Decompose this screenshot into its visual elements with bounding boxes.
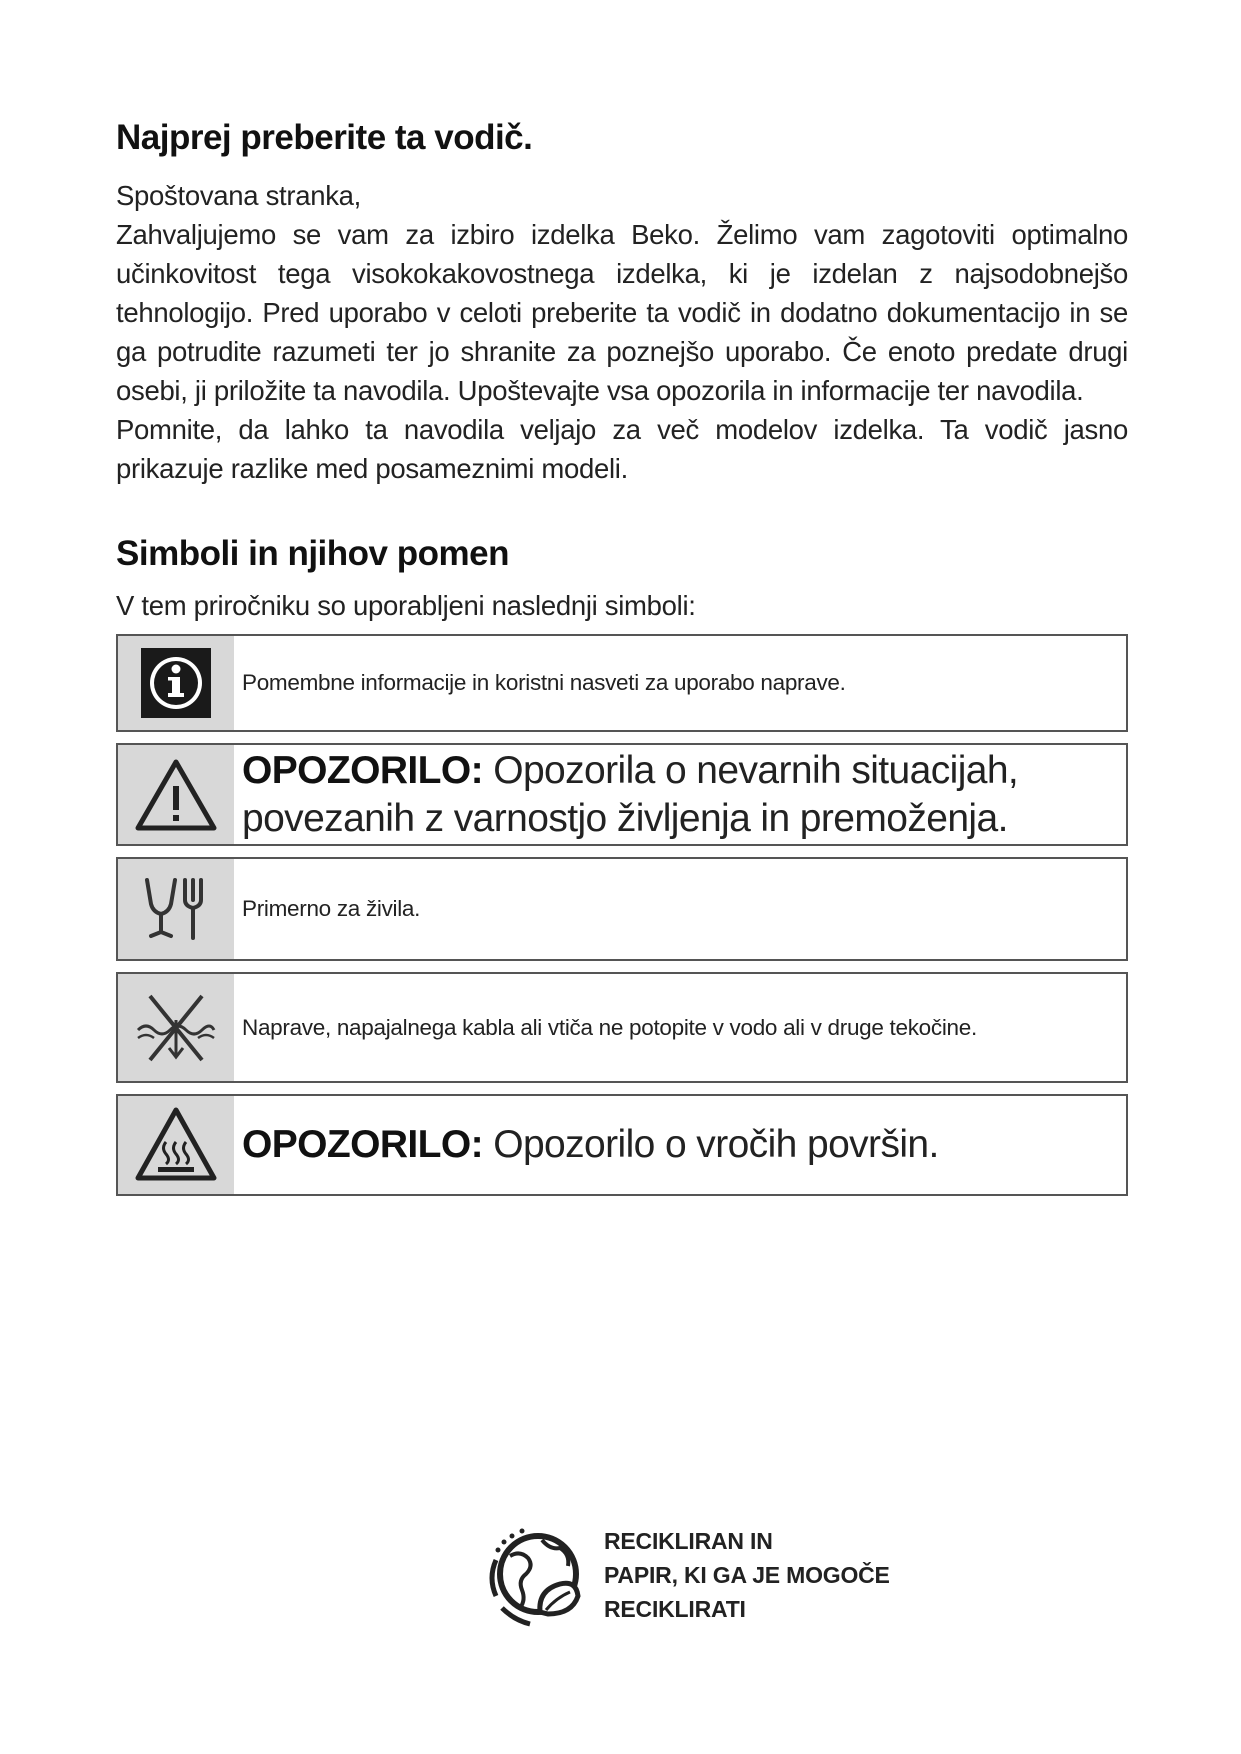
- no-immerse-icon: [118, 974, 234, 1081]
- warning-label: OPOZORILO:: [242, 1123, 483, 1166]
- symbol-text: [234, 1096, 947, 1194]
- warning-label: OPOZORILO:: [242, 748, 483, 792]
- symbol-row-immerse: [116, 972, 1128, 1083]
- symbol-text: Naprave, napajalnega kabla ali vtiča ne potopite v vodo ali v druge tekočine.: [242, 1014, 977, 1040]
- symbol-row-hot: [116, 1094, 1128, 1196]
- recycle-notice: [480, 1520, 890, 1630]
- warning-icon: [118, 745, 234, 844]
- recycle-line-3: RECIKLIRATI: [604, 1596, 746, 1622]
- food-safe-icon: [118, 859, 234, 959]
- symbol-row-food: [116, 857, 1128, 961]
- symbols-title: Simboli in njihov pomen: [116, 534, 509, 573]
- page-content: [116, 118, 1128, 1207]
- symbol-row-info: [116, 634, 1128, 732]
- symbol-text: Pomembne informacije in koristni nasveti za uporabo naprave.: [242, 670, 846, 695]
- recycle-globe-icon: [480, 1520, 590, 1630]
- page-title: Najprej preberite ta vodič.: [116, 118, 533, 157]
- warning-text: Opozorila o nevarnih situacijah, povezanih z varnostjo življenja in premoženja.: [242, 748, 1019, 840]
- recycle-line-2: PAPIR, KI GA JE MOGOČE: [604, 1562, 890, 1588]
- info-icon: [118, 636, 234, 730]
- symbols-intro: V tem priročniku so uporabljeni naslednji simboli:: [116, 590, 696, 621]
- warning-text: Opozorilo o vročih površin.: [483, 1123, 939, 1166]
- hot-surface-icon: [118, 1096, 234, 1194]
- recycle-text: [604, 1524, 890, 1626]
- symbol-text: Primerno za živila.: [242, 896, 421, 921]
- symbol-text: [234, 745, 1126, 844]
- greeting: Spoštovana stranka,: [116, 180, 362, 211]
- symbol-row-warning: [116, 743, 1128, 846]
- models-paragraph: Pomnite, da lahko ta navodila veljajo za več modelov izdelka. Ta vodič jasno prikazuje razlike med posameznimi modeli.: [116, 414, 1128, 484]
- intro-paragraph: Zahvaljujemo se vam za izbiro izdelka Beko. Želimo vam zagotoviti optimalno učinkovitost tega visokokakovostnega izdelka, ki je izdelan z najsodobnejšo tehnologijo. Pred uporabo v celoti preberite ta vodič in dodatno dokumentacijo in se ga potrudite razumeti ter jo shranite za poznejšo uporabo. Če enoto predate drugi osebi, ji priložite ta navodila. Upoštevajte vsa opozorila in informacije ter navodila.: [116, 219, 1128, 406]
- recycle-line-1: RECIKLIRAN IN: [604, 1528, 773, 1554]
